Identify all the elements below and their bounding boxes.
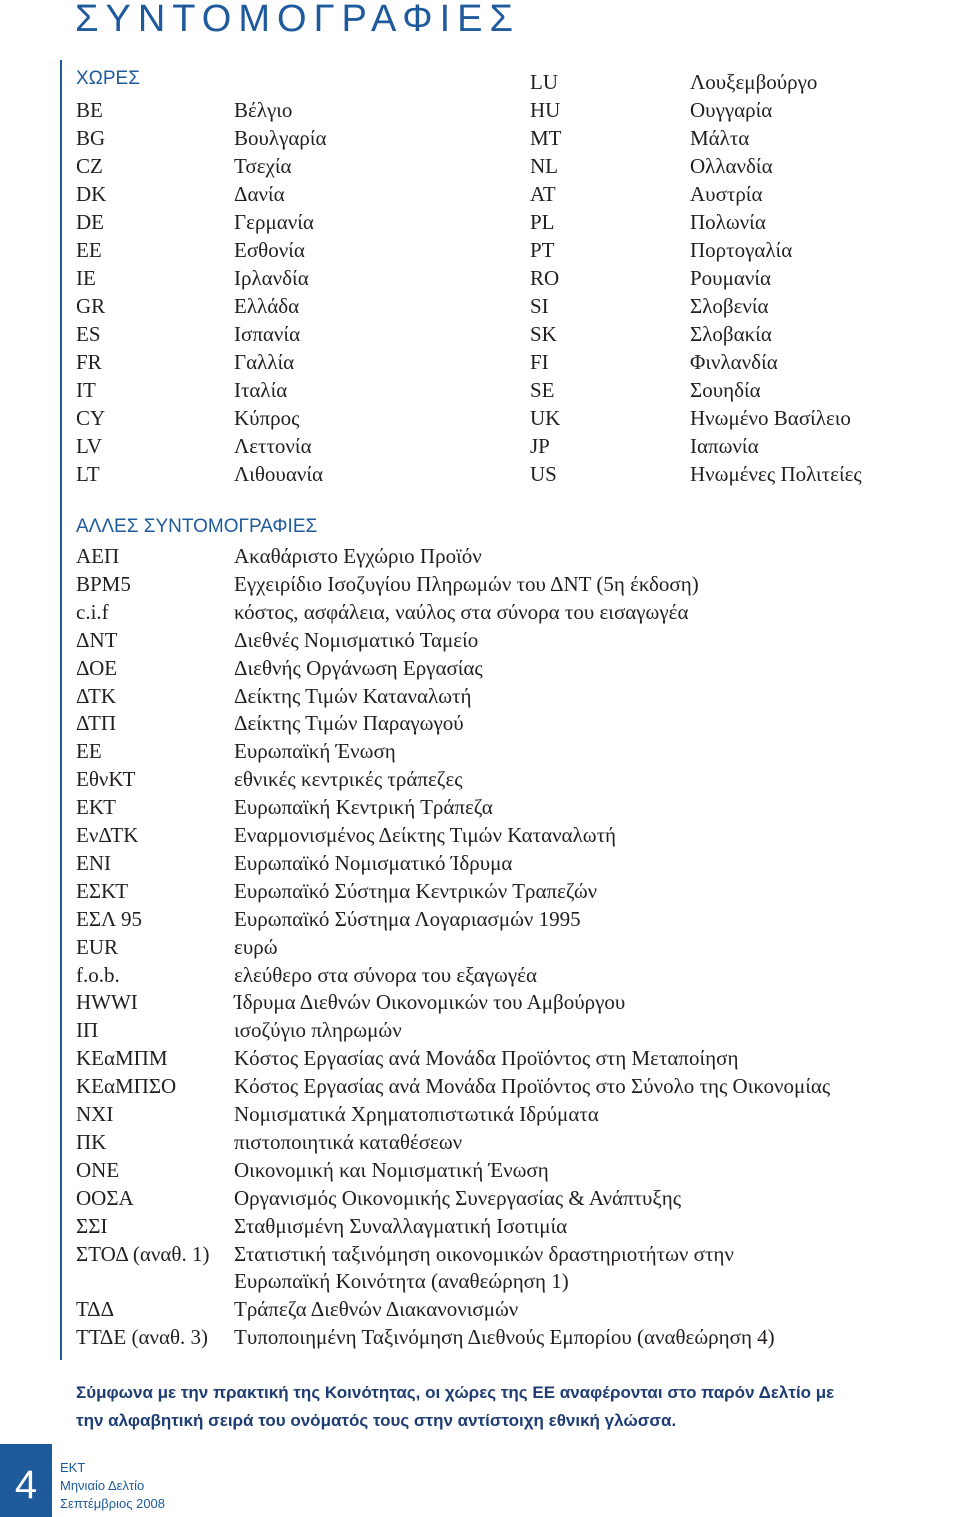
abbreviation-meaning: Ιαπωνία [690,434,759,458]
ordering-note [76,1379,960,1435]
abbreviation-meaning: ελεύθερο στα σύνορα του εξαγωγέα [234,962,537,987]
abbreviation-meaning: Ιρλανδία [234,266,309,290]
abbreviation-code: PL [530,210,555,234]
abbreviation-code: CY [76,406,106,430]
abbreviation-meaning: Σλοβενία [690,294,769,318]
abbreviation-meaning: Ευρωπαϊκό Σύστημα Κεντρικών Τραπεζών [234,878,598,903]
abbreviation-code: c.i.f [76,599,109,624]
abbreviation-code: FI [530,350,549,374]
abbreviation-meaning: Λεττονία [234,434,312,458]
abbreviation-meaning: Νομισματικά Χρηματοπιστωτικά Ιδρύματα [234,1102,599,1126]
abbreviation-code: EUR [76,934,118,959]
abbreviation-code: ΕΝΙ [76,850,111,875]
abbreviation-meaning: εθνικές κεντρικές τράπεζες [234,767,463,792]
abbreviation-meaning: Ευρωπαϊκό Σύστημα Λογαριασμών 1995 [234,906,581,931]
note-line: την αλφαβητική σειρά του ονόματός τους στην αντίστοιχη εθνική γλώσσα. [76,1411,677,1430]
countries-heading: ΧΩΡΕΣ [76,68,140,89]
abbreviation-code: ΣΣΙ [76,1213,108,1238]
abbreviation-code: ΕνΔΤΚ [76,823,139,847]
abbreviation-code: RO [530,266,560,290]
abbreviation-meaning: Ηνωμένο Βασίλειο [690,406,851,430]
abbreviation-meaning: Τυποποιημένη Ταξινόμηση Διεθνούς Εμπορίου (αναθεώρηση 4) [234,1325,775,1350]
abbreviation-code: SE [530,378,555,402]
abbreviation-meaning: κόστος, ασφάλεια, ναύλος στα σύνορα του εισαγωγέα [234,599,689,624]
abbreviation-meaning: Μάλτα [690,126,750,150]
abbreviation-meaning: Πορτογαλία [690,238,793,262]
abbreviation-meaning: Πολωνία [690,210,766,234]
abbreviation-code: DK [76,182,107,206]
abbreviation-code: LV [76,434,103,458]
abbreviation-code: UK [530,406,561,430]
abbreviation-meaning: Τσεχία [234,154,292,178]
abbreviation-meaning: Εγχειρίδιο Ισοζυγίου Πληρωμών του ΔΝΤ (5η έκδοση) [234,571,699,596]
page-number: 4 [14,1463,38,1507]
abbreviation-code: SI [530,294,549,318]
other-abbreviations-heading: ΑΛΛΕΣ ΣΥΝΤΟΜΟΓΡΑΦΙΕΣ [76,516,318,537]
abbreviation-code: BPM5 [76,571,131,596]
abbreviation-meaning: Τράπεζα Διεθνών Διακανονισμών [234,1297,519,1322]
abbreviation-code: HU [530,98,561,122]
abbreviation-code: IT [76,378,96,402]
abbreviation-meaning: πιστοποιητικά καταθέσεων [234,1129,463,1154]
abbreviation-meaning: Δείκτης Τιμών Παραγωγού [234,711,464,736]
abbreviation-meaning: Βουλγαρία [234,126,327,150]
abbreviation-code: ΟΟΣΑ [76,1185,134,1210]
abbreviation-code: ΕΚΤ [76,795,116,820]
abbreviation-meaning: Ιταλία [234,378,288,402]
abbreviation-meaning: Σταθμισμένη Συναλλαγματική Ισοτιμία [234,1213,568,1238]
abbreviation-meaning: Κόστος Εργασίας ανά Μονάδα Προϊόντος στο Σύνολο της Οικονομίας [234,1074,831,1099]
abbreviation-meaning: Ισπανία [234,322,301,346]
abbreviation-code: ΤΔΔ [76,1297,115,1322]
abbreviation-meaning: Οικονομική και Νομισματική Ένωση [234,1157,549,1182]
abbreviation-meaning: Λιθουανία [234,462,323,486]
abbreviation-code: ΚΕαΜΠΣΟ [76,1074,177,1099]
abbreviation-code: AT [530,182,556,206]
abbreviation-meaning: Οργανισμός Οικονομικής Συνεργασίας & Ανάπτυξης [234,1185,682,1210]
abbreviation-meaning: Σουηδία [690,378,761,402]
abbreviation-meaning: Γαλλία [234,350,295,374]
abbreviation-meaning: Αυστρία [690,182,763,206]
abbreviation-meaning: Σλοβακία [690,322,772,346]
abbreviation-code: LT [76,462,100,486]
abbreviation-code: JP [530,434,550,458]
footer-line: ΕΚΤ [60,1460,86,1475]
abbreviation-code: ΔΤΚ [76,683,117,708]
abbreviation-code: SK [530,322,557,346]
abbreviation-code: ΤΤΔΕ (αναθ. 3) [76,1325,209,1350]
abbreviation-code: ΔΟΕ [76,655,118,680]
abbreviation-code: PT [530,238,555,262]
abbreviation-code: ΔΤΠ [76,711,117,736]
abbreviation-code: CZ [76,154,103,178]
abbreviation-code: ΕθνΚΤ [76,767,136,792]
abbreviation-meaning: Λουξεμβούργο [690,70,818,94]
abbreviation-code: HWWI [76,990,138,1015]
abbreviation-meaning: Εσθονία [234,238,305,262]
abbreviation-code: LU [530,70,558,94]
abbreviation-code: BE [76,98,103,122]
abbreviation-meaning: Γερμανία [234,210,314,234]
abbreviation-meaning: Ακαθάριστο Εγχώριο Προϊόν [234,544,482,568]
footer-line: Σεπτέμβριος 2008 [60,1496,166,1511]
abbreviation-code: DE [76,210,104,234]
abbreviation-meaning: Ρουμανία [690,266,771,290]
abbreviation-meaning: Ευρωπαϊκή Κεντρική Τράπεζα [234,795,493,820]
abbreviation-code: ΝΧΙ [76,1102,114,1126]
abbreviation-code: FR [76,350,102,374]
abbreviation-meaning: Ηνωμένες Πολιτείες [690,462,862,486]
abbreviation-code: NL [530,154,558,178]
note-line: Σύμφωνα με την πρακτική της Κοινότητας, οι χώρες της ΕΕ αναφέρονται στο παρόν Δελτίο με [76,1383,835,1402]
abbreviation-code: f.o.b. [76,962,120,987]
abbreviation-code: ES [76,322,101,346]
abbreviation-code: ΣΤΟΔ (αναθ. 1) [76,1241,210,1266]
abbreviation-code: ΟΝΕ [76,1157,120,1182]
abbreviation-meaning: Εναρμονισμένος Δείκτης Τιμών Καταναλωτή [234,823,616,847]
abbreviation-code: ΕΕ [76,739,102,764]
abbreviation-code: ΕΣΚΤ [76,878,129,903]
abbreviation-meaning: Βέλγιο [234,98,293,122]
abbreviation-meaning: ισοζύγιο πληρωμών [234,1018,402,1043]
abbreviation-meaning: Διεθνές Νομισματικό Ταμείο [234,627,479,652]
abbreviation-meaning: Ίδρυμα Διεθνών Οικονομικών του Αμβούργου [234,990,626,1015]
vertical-rule [60,60,62,1360]
abbreviation-meaning: Ολλανδία [690,154,773,178]
abbreviation-meaning: Ευρωπαϊκή Ένωση [234,739,396,764]
abbreviation-meaning: Φινλανδία [690,350,778,374]
abbreviation-meaning: Διεθνής Οργάνωση Εργασίας [234,655,483,680]
abbreviation-code: ΠΚ [76,1129,107,1154]
abbreviation-meaning: Ευρωπαϊκό Νομισματικό Ίδρυμα [234,850,513,875]
abbreviation-code: BG [76,126,106,150]
abbreviation-meaning: Ελλάδα [234,294,300,318]
abbreviation-meaning: Στατιστική ταξινόμηση οικονομικών δραστηριοτήτων στην [234,1241,734,1266]
abbreviation-code: US [530,462,557,486]
footer-publication [60,1459,165,1513]
abbreviation-meaning: Ευρωπαϊκή Κοινότητα (αναθεώρηση 1) [234,1269,569,1294]
abbreviation-meaning: Δείκτης Τιμών Καταναλωτή [234,683,472,708]
abbreviation-code: ΔΝΤ [76,627,118,652]
abbreviation-meaning: Κόστος Εργασίας ανά Μονάδα Προϊόντος στη Μεταποίηση [234,1046,739,1071]
abbreviation-meaning: Δανία [234,182,285,206]
abbreviation-meaning: Κύπρος [234,406,300,430]
abbreviation-code: IE [76,266,96,290]
abbreviation-meaning: Ουγγαρία [690,98,773,122]
abbreviation-meaning: ευρώ [234,934,278,959]
abbreviation-code: GR [76,294,106,318]
abbreviation-code: ΚΕαΜΠΜ [76,1046,168,1071]
page-title: ΣΥΝΤΟΜΟΓΡΑΦΙΕΣ [75,0,520,40]
abbreviation-code: ΕΣΛ 95 [76,906,142,931]
footer-line: Μηνιαίο Δελτίο [60,1478,145,1493]
abbreviation-code: EE [76,238,102,262]
abbreviation-code: MT [530,126,562,150]
abbreviation-code: ΙΠ [76,1018,99,1043]
abbreviation-code: ΑΕΠ [76,544,120,568]
